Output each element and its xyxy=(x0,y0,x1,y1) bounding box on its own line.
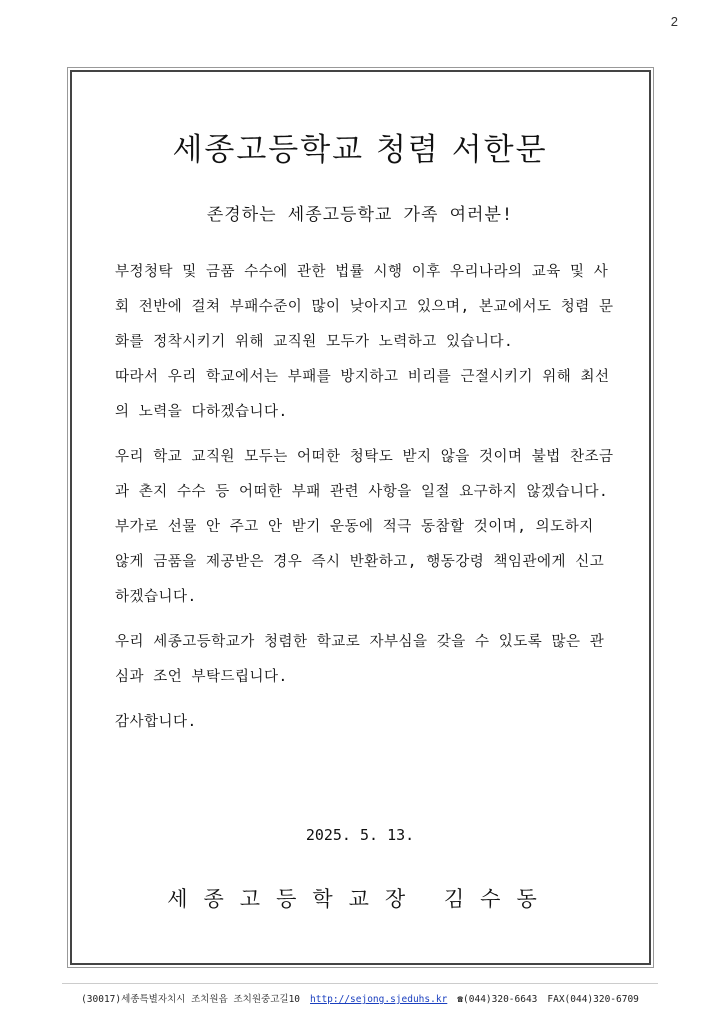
letter-body xyxy=(115,255,615,740)
letter-date: 2025. 5. 13. xyxy=(305,826,415,844)
letter-title: 세종고등학교 청렴 서한문 xyxy=(172,132,548,168)
footer-address: (30017)세종특별자치시 조치원읍 조치원중고길10 xyxy=(81,994,301,1005)
paragraph-request: 우리 세종고등학교가 청렴한 학교로 자부심을 갖을 수 있도록 많은 관심과 조언 부탁드립니다. xyxy=(115,634,605,685)
footer-fax: FAX(044)320-6709 xyxy=(547,994,639,1005)
letter-greeting: 존경하는 세종고등학교 가족 여러분! xyxy=(206,205,514,225)
phone-icon: ☎ xyxy=(457,994,464,1005)
footer-divider xyxy=(62,983,658,984)
footer-website-link[interactable]: http://sejong.sjeduhs.kr xyxy=(310,994,448,1005)
paragraph-commitment: 따라서 우리 학교에서는 부패를 방지하고 비리를 근절시키기 위해 최선의 노력을 다하겠습니다. xyxy=(115,369,610,420)
letter-signature: 세종고등학교장 김수동 xyxy=(167,887,553,911)
page-number: 2 xyxy=(670,14,678,29)
paragraph-no-gifts: 부가로 선물 안 주고 안 받기 운동에 적극 동참할 것이며, 의도하지 않게 금품을 제공받은 경우 즉시 반환하고, 행동강령 책임관에게 신고하겠습니다. xyxy=(115,519,605,605)
footer xyxy=(0,991,720,1005)
paragraph-intro: 부정청탁 및 금품 수수에 관한 법률 시행 이후 우리나라의 교육 및 사회 전반에 걸쳐 부패수준이 많이 낮아지고 있으며, 본교에서도 청렴 문화를 정착시키기 위해 교직원 모두가 노력하고 있습니다. xyxy=(115,264,614,350)
footer-phone: (044)320-6643 xyxy=(463,994,538,1005)
paragraph-no-solicitation: 우리 학교 교직원 모두는 어떠한 청탁도 받지 않을 것이며 불법 찬조금과 촌지 수수 등 어떠한 부패 관련 사항을 일절 요구하지 않겠습니다. xyxy=(115,449,614,500)
paragraph-thanks: 감사합니다. xyxy=(115,714,197,730)
